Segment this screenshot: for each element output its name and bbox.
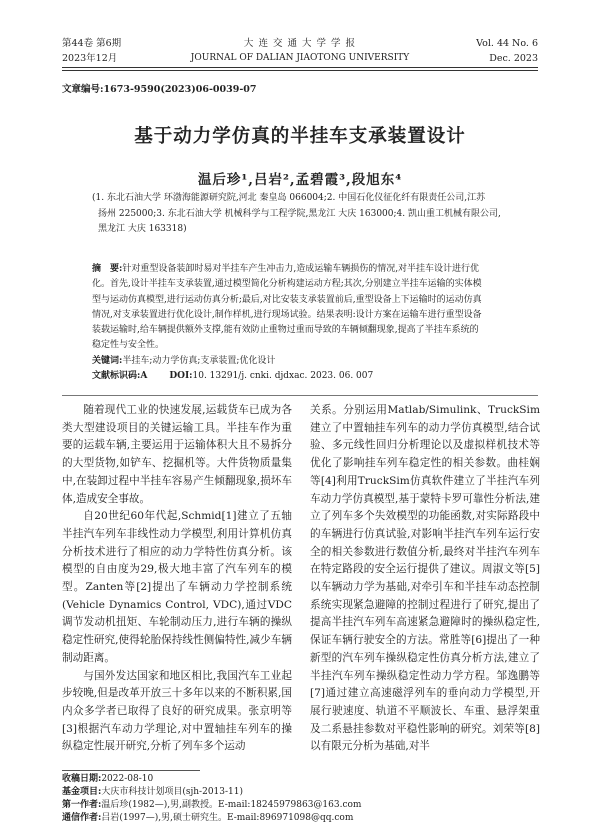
abstract-line: 型与运动仿真模型,进行运动仿真分析;最后,对比安装支承装置前后,重型设备上下运输时的运动仿真 — [92, 294, 482, 305]
abstract-line: 针对重型设备装卸时易对半挂车产生冲击力,造成运输车辆损伤的情况,对半挂车设计进行优 — [122, 264, 480, 274]
footnote-label: 收稿日期: — [62, 774, 102, 784]
paragraph: 随着现代工业的快速发展,运载货车已成为各类大型建设项目的关键运输工具。半挂车作为重要的运载车辆,主要运用于运输体积大且不易拆分的大型货物,如铲车、挖掘机等。大件货物质量集中,在装卸过程中半挂车容易产生倾翻现象,损坏车体,造成安全事故。 — [62, 404, 292, 505]
header-volume: 第44卷 第6期 — [62, 38, 122, 49]
footnote-label: 基金项目: — [62, 787, 102, 797]
affiliation-line: 扬州 225000;3. 东北石油大学 机械科学与工程学院,黑龙江 大庆 163000;4. 凯山重工机械有限公司, — [98, 208, 501, 219]
paragraph: 关系。分别运用Matlab/Simulink、TruckSim建立了中置轴挂车列车的动力学仿真模型,结合试验、多元线性回归分析理论以及虚拟样机技术等优化了影响挂车列车稳定性的相关参数。曲桂娴等[4]利用TruckSim仿真软件建立了半挂汽车列车动力学仿真模型,基于蒙特卡罗可靠性分析法,建立了列车多个失效模型的功能函数,对实际路段中的车辆进行仿真试验,对影响半挂汽车列车运行安全的相关参数进行数值分析,最终对半挂汽车列车在特定路段的安全运行提供了建议。周淑文等[5]以车辆动力学为基础,对牵引车和半挂车动态控制系统实现紧急避障的控制过程进行了研究,提出了提高半挂汽车列车高速紧急避障时的操纵稳定性,保证车辆行驶安全的方法。常胜等[6]提出了一种新型的汽车列车操纵稳定性仿真分析方法,建立了半挂汽车列车操纵稳定性动力学方程。邹逸鹏等[7]通过建立高速磁浮列车的垂向动力学模型,开展行驶速度、轨道不平顺波长、车重、悬浮架重及二系悬挂参数对平稳性影响的研究。刘荣等[8]以有限元分析为基础,对半 — [310, 404, 540, 753]
footnote-label: 通信作者: — [62, 813, 102, 823]
keywords — [92, 354, 524, 369]
author-list: 温后珍¹,吕岩²,孟碧霞³,段旭东⁴ — [197, 172, 403, 188]
header-date-en: Dec. 2023 — [489, 53, 538, 64]
abstract-line: 装载运输时,给车辆提供额外支撑,能有效防止重物过重而导致的车辆倾翻现象,提高了半挂车系统的 — [92, 325, 479, 336]
doc-info — [92, 369, 524, 384]
header-rule-top — [62, 67, 538, 68]
article-number: 文章编号:1673-9590(2023)06-0039-07 — [62, 84, 257, 95]
footnote-text: 吕岩(1997—),男,硕士研究生。E-mail:896971098@qq.com — [101, 813, 354, 823]
abstract-line: 化。首先,设计半挂车支承装置,通过模型简化分析构建运动方程;其次,分别建立半挂车运输的实体模 — [92, 279, 482, 290]
affiliation-line: (1. 东北石油大学 环渤海能源研究院,河北 秦皇岛 066004;2. 中国石化仪征化纤有限责任公司,江苏 — [92, 193, 486, 203]
header-journal-cn: 大 连 交 通 大 学 学 报 — [243, 38, 357, 49]
abstract — [92, 262, 524, 384]
doc-code-label: 文献标识码: — [92, 371, 141, 382]
doc-code-value: A — [140, 371, 148, 382]
footnotes — [62, 773, 538, 825]
affiliations — [92, 191, 524, 238]
affiliation-line: 黑龙江 大庆 163318) — [98, 224, 187, 234]
footnote-text: 温后珍(1982—),男,副教授。E-mail:18245979863@163.com — [101, 800, 362, 810]
footnote-corresponding-author — [62, 812, 538, 825]
footnote-first-author — [62, 799, 538, 812]
header-journal-en: JOURNAL OF DALIAN JIAOTONG UNIVERSITY — [190, 53, 410, 63]
abstract-line: 情况,对支承装置进行优化设计,制作样机,进行现场试验。结果表明:设计方案在运输车进行重型设备 — [92, 309, 482, 320]
footnote-label: 第一作者: — [62, 800, 102, 810]
doi-label: DOI: — [169, 371, 193, 382]
abstract-label: 摘 要: — [92, 264, 123, 274]
page-title: 基于动力学仿真的半挂车支承装置设计 — [134, 126, 466, 147]
footnote-funding — [62, 786, 538, 799]
body-left-column — [62, 402, 292, 756]
keywords-label: 关键词: — [92, 355, 123, 366]
footnote-text: 大庆市科技计划项目(sjh-2013-11) — [101, 787, 243, 797]
footnote-text: 2022-08-10 — [101, 774, 154, 784]
header-date: 2023年12月 — [62, 53, 118, 64]
header-rule-bottom — [62, 70, 538, 71]
paragraph: 与国外发达国家和地区相比,我国汽车工业起步较晚,但是改革开放三十多年以来的不断积累,国内众多学者已取得了良好的研究成果。张京明等[3]根据汽车动力学理论,对中置轴挂车列车的操纵稳定性展开研究,分析了列车多个运动 — [62, 669, 292, 753]
header-volume-en: Vol. 44 No. 6 — [476, 38, 538, 49]
abstract-separator — [62, 395, 538, 396]
paragraph: 自20世纪60年代起,Schmid[1]建立了五轴半挂汽车列车非线性动力学模型,利用计算机仿真分析技术进行了相应的动力学特性仿真分析。该模型的自由度为29,极大地丰富了汽车列车的模型。Zanten等[2]提出了车辆动力学控制系统(Vehicle Dynamics Control, VDC),通过VDC调节发动机扭矩、车轮制动压力,进行车辆的操纵稳定性研究,使得轮胎保持线性侧偏特性,减少车辆制动距离。 — [62, 510, 292, 664]
body-right-column — [310, 402, 540, 756]
footnote-rule — [62, 770, 200, 771]
keywords-text: 半挂车;动力学仿真;支承装置;优化设计 — [122, 355, 276, 366]
footnote-received — [62, 773, 538, 786]
abstract-line: 稳定性与安全性。 — [92, 340, 165, 351]
doi-value: 10. 13291/j. cnki. djdxac. 2023. 06. 007 — [192, 371, 374, 382]
